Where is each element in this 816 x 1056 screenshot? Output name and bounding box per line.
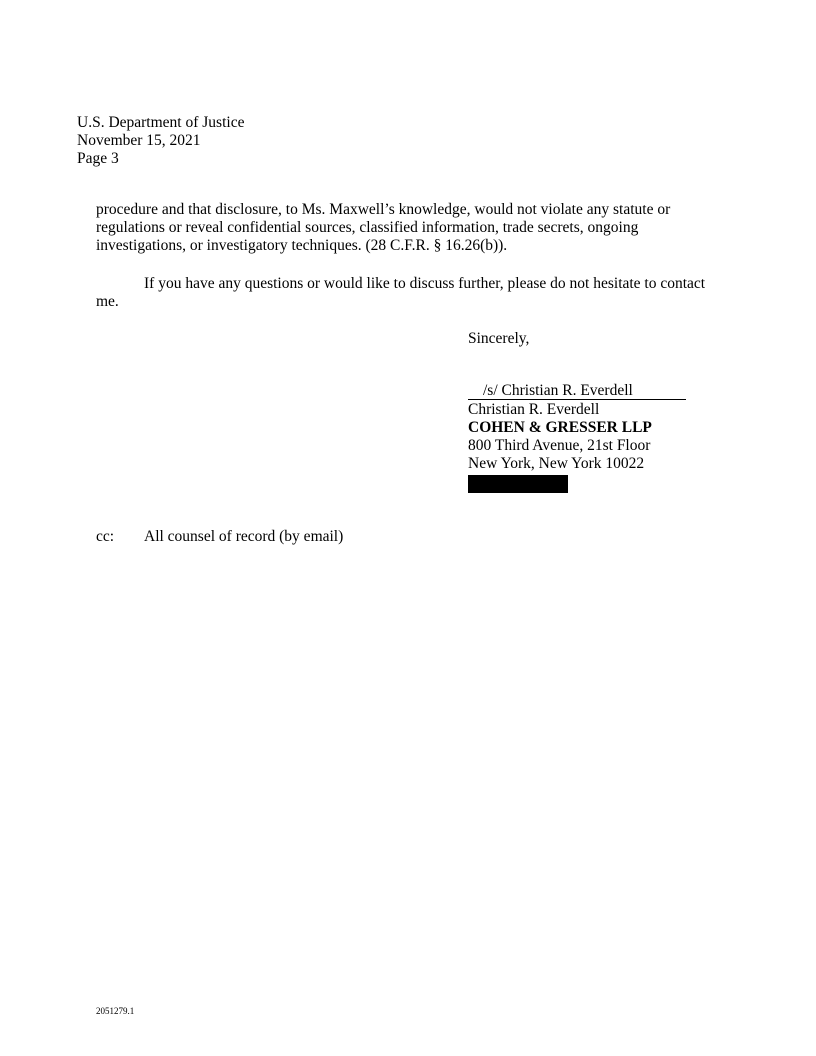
paragraph-1-line-2: regulations or reveal confidential sources, classified information, trade secrets, ongoing [96,219,639,236]
firm-name: COHEN & GRESSER LLP [468,419,652,436]
header-page-number: Page 3 [77,150,119,167]
signature-line [468,382,686,400]
address-line-2: New York, New York 10022 [468,455,645,472]
cc-label: cc: [96,528,115,545]
document-id: 2051279.1 [96,1006,135,1016]
electronic-signature: /s/ Christian R. Everdell [483,382,633,399]
header-date: November 15, 2021 [77,132,201,149]
paragraph-1-line-3: investigations, or investigatory techniques. (28 C.F.R. § 16.26(b)). [96,237,508,254]
header-recipient: U.S. Department of Justice [77,114,245,131]
paragraph-1-line-1: procedure and that disclosure, to Ms. Maxwell’s knowledge, would not violate any statute or [96,201,671,218]
paragraph-2-line-1: If you have any questions or would like to discuss further, please do not hesitate to contact [144,275,706,292]
cc-recipients: All counsel of record (by email) [144,528,344,545]
address-line-1: 800 Third Avenue, 21st Floor [468,437,651,454]
closing: Sincerely, [468,330,530,347]
paragraph-2-line-2: me. [96,293,119,310]
redaction-box [468,475,568,493]
signer-name: Christian R. Everdell [468,401,600,418]
